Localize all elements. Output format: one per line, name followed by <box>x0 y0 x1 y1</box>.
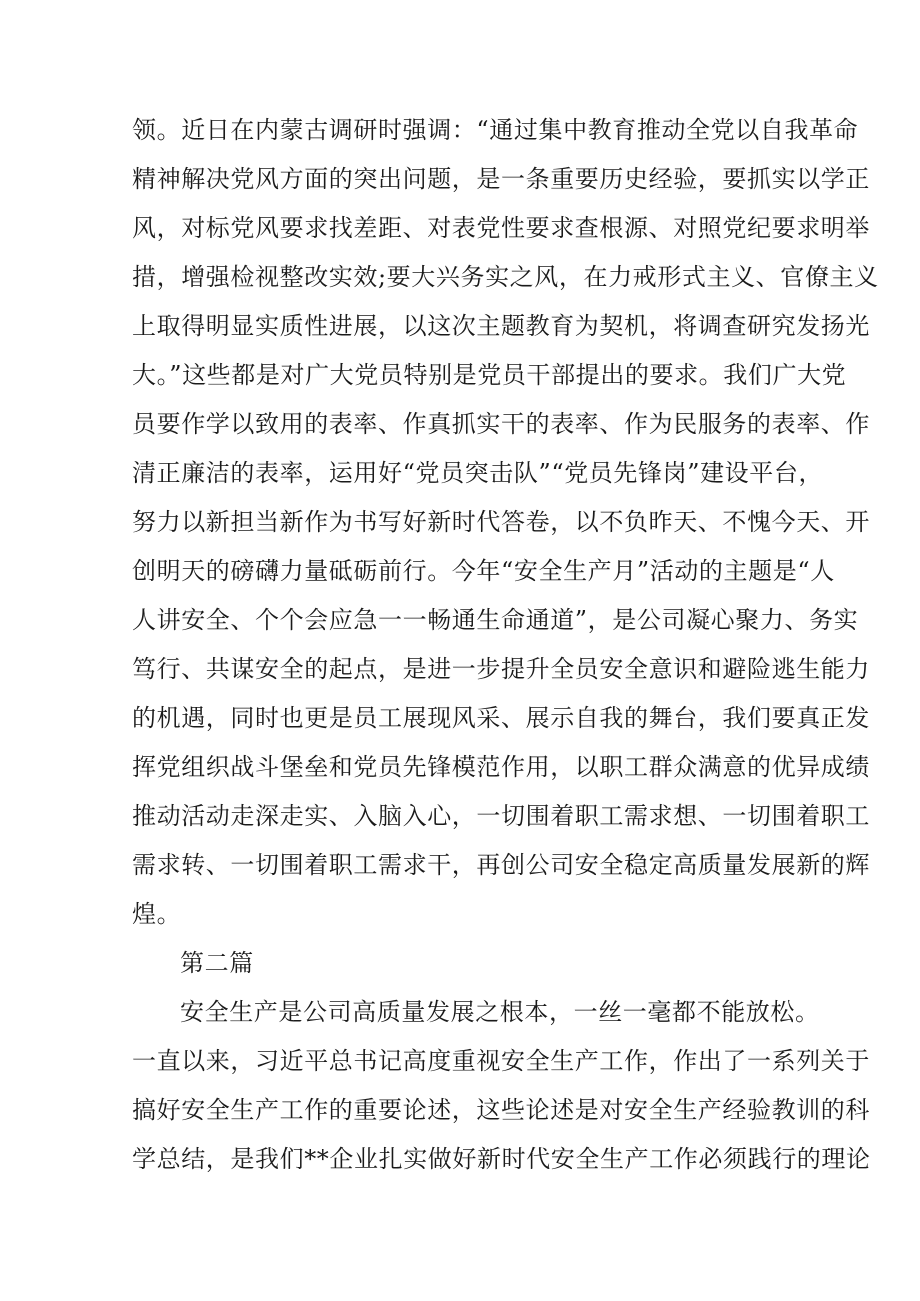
section-heading: 第二篇 <box>180 949 254 977</box>
body-text-line: 清正廉洁的表率，运用好“党员突击队”“党员先锋岗”建设平台， <box>132 459 824 487</box>
body-text-line: 煌。 <box>132 900 182 928</box>
body-text-line: 学总结，是我们**企业扎实做好新时代安全生产工作必须践行的理论 <box>132 1145 871 1173</box>
body-text-line: 创明天的磅礴力量砥砺前行。今年“安全生产月”活动的主题是“人 <box>132 557 835 585</box>
body-text-line: 需求转、一切围着职工需求干，再创公司安全稳定高质量发展新的辉 <box>132 851 870 879</box>
body-text-line: 挥党组织战斗堡垒和党员先锋模范作用，以职工群众满意的优异成绩 <box>132 753 870 781</box>
body-text-line: 的机遇，同时也更是员工展现风采、展示自我的舞台，我们要真正发 <box>132 704 870 732</box>
body-text-line: 员要作学以致用的表率、作真抓实干的表率、作为民服务的表率、作 <box>132 410 870 438</box>
body-text-line: 努力以新担当新作为书写好新时代答卷，以不负昨天、不愧今天、开 <box>132 508 870 536</box>
paragraph-first-line: 安全生产是公司高质量发展之根本，一丝一毫都不能放松。 <box>180 998 820 1026</box>
body-text-line: 推动活动走深走实、入脑入心，一切围着职工需求想、一切围着职工 <box>132 802 870 830</box>
body-text-line: 上取得明显实质性进展，以这次主题教育为契机，将调查研究发扬光 <box>132 312 870 340</box>
body-text-line: 措，增强检视整改实效;要大兴务实之风，在力戒形式主义、官僚主义 <box>132 263 879 291</box>
body-text-line: 人讲安全、个个会应急一一畅通生命通道”，是公司凝心聚力、务实 <box>132 606 859 634</box>
body-text-line: 精神解决党风方面的突出问题，是一条重要历史经验，要抓实以学正 <box>132 165 870 193</box>
body-text-line: 笃行、共谋安全的起点，是进一步提升全员安全意识和避险逃生能力 <box>132 655 870 683</box>
body-text-line: 一直以来，习近平总书记高度重视安全生产工作，作出了一系列关于 <box>132 1047 870 1075</box>
body-text-line: 领。近日在内蒙古调研时强调：“通过集中教育推动全党以自我革命 <box>132 116 859 144</box>
body-text-line: 搞好安全生产工作的重要论述，这些论述是对安全生产经验教训的科 <box>132 1096 870 1124</box>
body-text-line: 大。”这些都是对广大党员特别是党员干部提出的要求。我们广大党 <box>132 361 847 389</box>
body-text-line: 风，对标党风要求找差距、对表党性要求查根源、对照党纪要求明举 <box>132 214 870 242</box>
